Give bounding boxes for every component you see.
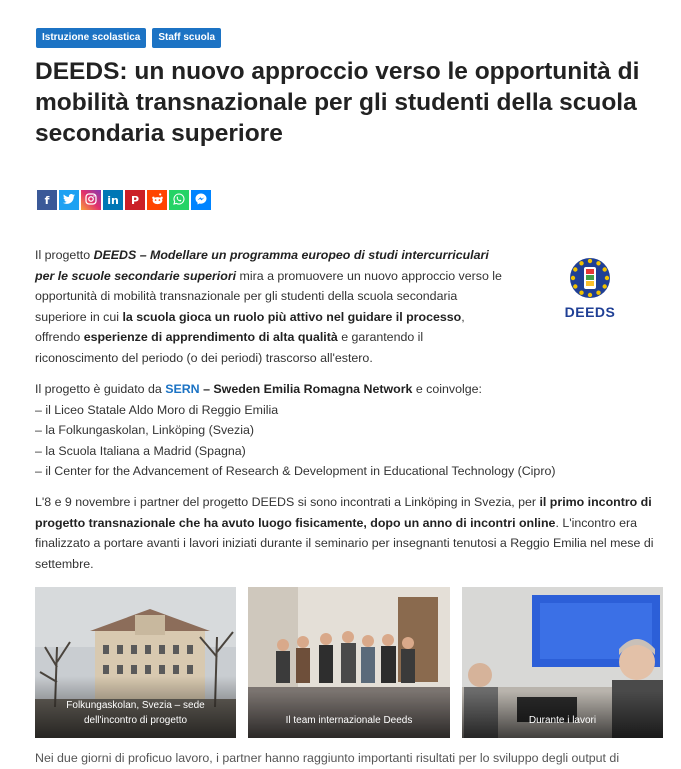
twitter-icon (63, 194, 75, 206)
linkedin-icon: in (107, 193, 119, 207)
partner-item: – il Liceo Statale Aldo Moro di Reggio Emilia (35, 402, 279, 417)
partner-item: – il Center for the Advancement of Research & Development in Educational Technology (Cipro) (35, 464, 556, 478)
share-bar (37, 190, 211, 210)
gallery-photo-work[interactable] (462, 587, 663, 738)
linkedin-share-button[interactable] (103, 190, 123, 210)
messenger-share-button[interactable] (191, 190, 211, 210)
logo-text: DEEDS (564, 304, 616, 320)
messenger-icon (195, 193, 207, 207)
tag-istruzione-scolastica[interactable]: Istruzione scolastica (36, 28, 146, 48)
twitter-share-button[interactable] (59, 190, 79, 210)
article-title: DEEDS: un nuovo approccio verso le opportunità di mobilità transnazionale per gli studenti della scuola secondaria superiore (35, 58, 640, 147)
whatsapp-icon (173, 193, 185, 207)
pinterest-icon: P (130, 193, 140, 207)
meeting-paragraph: L'8 e 9 novembre i partner del progetto DEEDS si sono incontrati a Linköping in Svezia, per il primo incontro di progetto transnazionale che ha avuto luogo fisicamente, dopo un anno di incontri online. L'incontro era finalizzato a portare avanti i lavori iniziati durante il seminario per insegnanti tenutosi a Reggio Emilia nel mese di settembre. (35, 495, 654, 571)
partner-item: – la Scuola Italiana a Madrid (Spagna) (35, 443, 246, 458)
instagram-share-button[interactable] (81, 190, 101, 210)
pinterest-share-button[interactable] (125, 190, 145, 210)
partner-item: – la Folkungaskolan, Linköping (Svezia) (35, 423, 255, 437)
photo-caption: Il team internazionale Deeds (248, 691, 450, 738)
gallery-photo-school[interactable] (35, 587, 236, 738)
reddit-icon (151, 193, 164, 207)
facebook-icon: f (44, 193, 50, 207)
facebook-share-button[interactable] (37, 190, 57, 210)
instagram-icon (85, 193, 97, 207)
project-name: DEEDS – Modellare un programma europeo di studi intercurriculari per le scuole secondarie superiori (35, 248, 489, 283)
whatsapp-share-button[interactable] (169, 190, 189, 210)
reddit-share-button[interactable] (147, 190, 167, 210)
category-tags (36, 28, 221, 48)
tag-staff-scuola[interactable]: Staff scuola (152, 28, 221, 48)
partners-paragraph: Il progetto è guidato da SERN – Sweden Emilia Romagna Network e coinvolge: – il Liceo Statale Aldo Moro di Reggio Emilia – la Folkungaskolan, Linköping (Svezia) – la Scuola Italiana a Madrid (Spagna) – il Center for the Advancement of Research & Development in Educational Technology (Cipro) (35, 382, 556, 478)
closing-paragraph: Nei due giorni di proficuo lavoro, i partner hanno raggiunto importanti risultati per lo sviluppo degli output di (35, 751, 620, 765)
intro-paragraph: Il progetto DEEDS – Modellare un programma europeo di studi intercurriculari per le scuole secondarie superiori mira a promuovere un nuovo approccio verso le opportunità di mobilità transnazionale per gli studenti della scuola secondaria superiore in cui la scuola gioca un ruolo più attivo nel guidare il processo, offrendo esperienze di apprendimento di alta qualità e garantendo il riconoscimento del periodo (o dei periodi) trascorso all'estero. (35, 248, 502, 365)
sern-link[interactable]: SERN (165, 382, 200, 396)
photo-caption: Durante i lavori (462, 691, 663, 738)
gallery-photo-team[interactable] (248, 587, 450, 738)
deeds-logo (560, 252, 620, 322)
photo-caption: Folkungaskolan, Svezia – sede dell'incontro di progetto (35, 676, 236, 738)
